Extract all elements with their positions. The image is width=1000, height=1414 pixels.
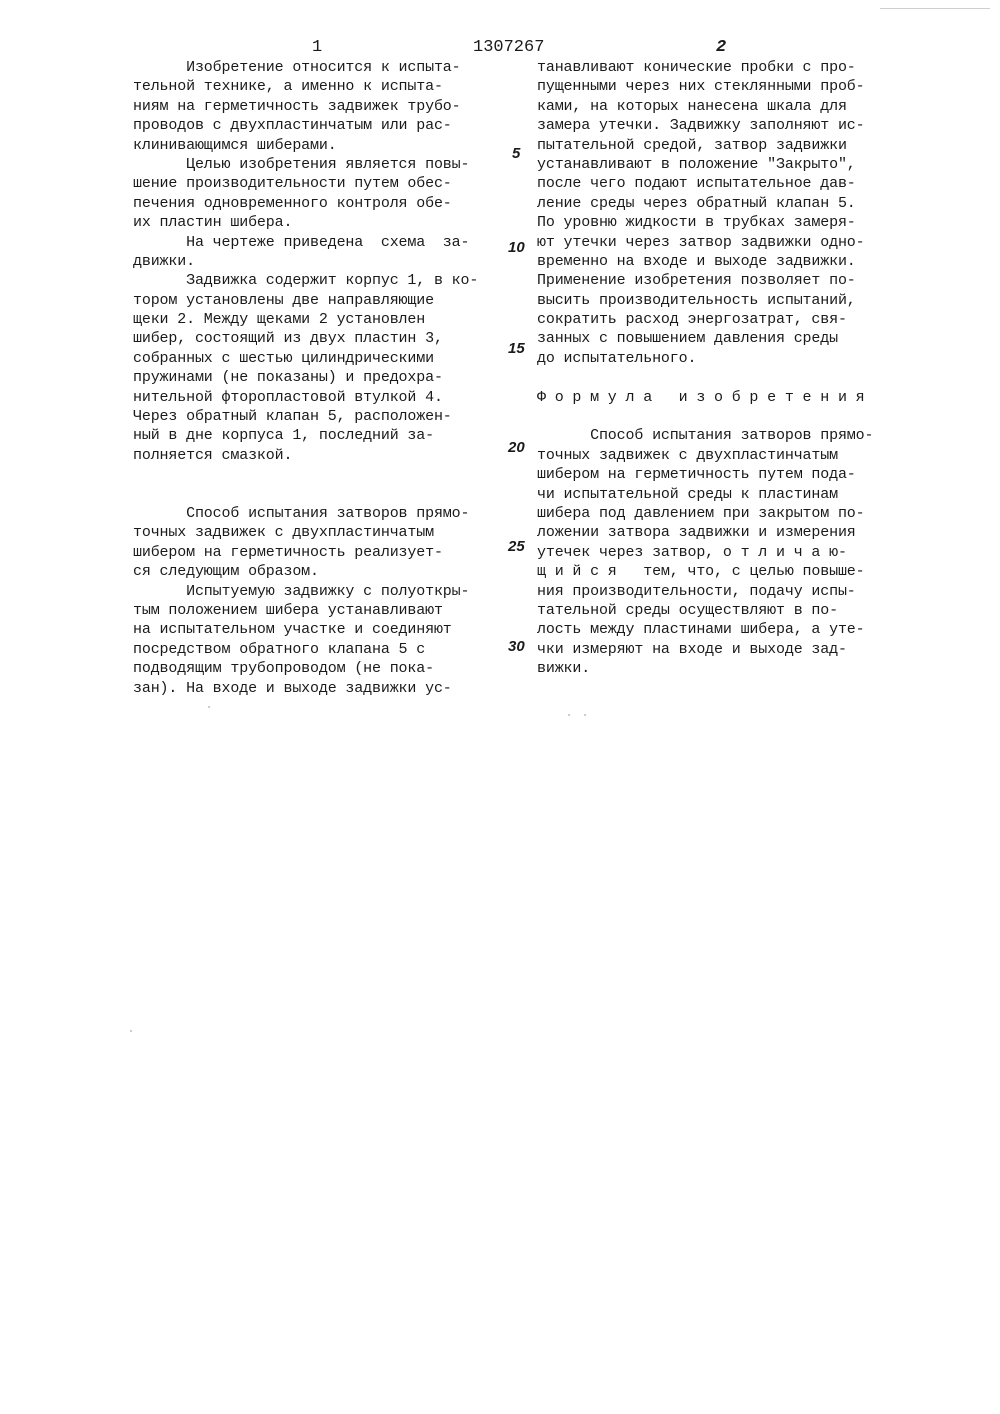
text-line: зан). На входе и выходе задвижки ус-: [133, 679, 452, 697]
text-line: Ф о р м у л а и з о б р е т е н и я: [537, 388, 865, 406]
text-line: шибером на герметичность путем пода-: [537, 466, 856, 484]
text-line: [537, 368, 909, 387]
page-number-left: 1: [312, 38, 323, 57]
text-line: пытательной средой, затвор задвижки: [537, 136, 847, 154]
page-number-right: 2: [716, 38, 727, 57]
text-line: ление среды через обратный клапан 5.: [537, 194, 856, 212]
text-line: утечек через затвор, о т л и ч а ю-: [537, 543, 847, 561]
scan-speck: [584, 714, 586, 716]
text-line: собранных с шестью цилиндрическими: [133, 349, 434, 367]
text-line: ный в дне корпуса 1, последний за-: [133, 427, 434, 445]
text-line: шибер, состоящий из двух пластин 3,: [133, 330, 443, 348]
text-line: чи испытательной среды к пластинам: [537, 485, 838, 503]
text-line: лость между пластинами шибера, а уте-: [537, 621, 865, 639]
line-number-15: 15: [508, 340, 525, 357]
text-line: Применение изобретения позволяет по-: [537, 272, 856, 290]
text-line: пружинами (не показаны) и предохра-: [133, 369, 443, 387]
scan-speck: [130, 1030, 132, 1032]
text-line: вижки.: [537, 660, 591, 678]
text-line: тельной технике, а именно к испыта-: [133, 78, 443, 96]
text-line: Задвижка содержит корпус 1, в ко-: [133, 272, 479, 290]
text-line: пущенными через них стеклянными проб-: [537, 78, 865, 96]
text-line: тым положением шибера устанавливают: [133, 601, 443, 619]
text-line: Способ испытания затворов прямо-: [537, 427, 874, 445]
text-line: проводов с двухпластинчатым или рас-: [133, 117, 452, 135]
text-line: танавливают конические пробки с про-: [537, 59, 856, 76]
line-number-10: 10: [508, 239, 525, 256]
text-line: шибером на герметичность реализует-: [133, 543, 443, 561]
text-line: тором установлены две направляющие: [133, 291, 434, 309]
text-line: шибера под давлением при закрытом по-: [537, 504, 865, 522]
text-line: замера утечки. Задвижку заполняют ис-: [537, 117, 865, 135]
left-column: [133, 58, 503, 698]
text-line: сократить расход энергозатрат, свя-: [537, 311, 847, 329]
text-line: нительной фторопластовой втулкой 4.: [133, 388, 443, 406]
text-line: посредством обратного клапана 5 с: [133, 640, 426, 658]
text-line: Целью изобретения является повы-: [133, 155, 470, 173]
text-line: щ и й с я тем, что, с целью повыше-: [537, 563, 865, 581]
line-number-25: 25: [508, 538, 525, 555]
scan-speck: [568, 714, 570, 716]
text-line: ками, на которых нанесена шкала для: [537, 97, 847, 115]
text-line: высить производительность испытаний,: [537, 291, 856, 309]
text-line: до испытательного.: [537, 349, 697, 367]
text-line: устанавливают в положение "Закрыто",: [537, 155, 856, 173]
text-line: [537, 407, 909, 426]
text-line: чки измеряют на входе и выходе зад-: [537, 640, 847, 658]
text-line: ния производительности, подачу испы-: [537, 582, 856, 600]
text-line: после чего подают испытательное дав-: [537, 175, 856, 193]
text-line: ложении затвора задвижки и измерения: [537, 524, 856, 542]
line-number-5: 5: [512, 145, 521, 162]
text-line: Изобретение относится к испыта-: [133, 59, 461, 76]
text-line: щеки 2. Между щеками 2 установлен: [133, 311, 426, 329]
text-line: ниям на герметичность задвижек трубо-: [133, 97, 461, 115]
line-number-30: 30: [508, 638, 525, 655]
text-line: временно на входе и выходе задвижки.: [537, 252, 856, 270]
text-line: ют утечки через затвор задвижки одно-: [537, 233, 865, 251]
text-line: полняется смазкой.: [133, 446, 293, 464]
text-line: [133, 485, 503, 504]
text-line: занных с повышением давления среды: [537, 330, 838, 348]
text-line: точных задвижек с двухпластинчатым: [133, 524, 434, 542]
text-line: движки.: [133, 252, 195, 270]
text-line: На чертеже приведена схема за-: [133, 233, 470, 251]
text-line: ся следующим образом.: [133, 563, 319, 581]
scan-artifact-line: [880, 8, 990, 9]
text-line: печения одновременного контроля обе-: [133, 194, 452, 212]
text-line: Испытуемую задвижку с полуоткры-: [133, 582, 470, 600]
text-line: подводящим трубопроводом (не пока-: [133, 660, 434, 678]
text-line: их пластин шибера.: [133, 214, 293, 232]
text-line: на испытательном участке и соединяют: [133, 621, 452, 639]
document-number: 1307267: [473, 38, 545, 57]
text-line: Через обратный клапан 5, расположен-: [133, 408, 452, 426]
text-line: шение производительности путем обес-: [133, 175, 452, 193]
text-line: точных задвижек с двухпластинчатым: [537, 446, 838, 464]
text-line: тательной среды осуществляют в по-: [537, 601, 838, 619]
text-line: клинивающимся шиберами.: [133, 136, 337, 154]
scan-speck: [208, 706, 210, 708]
text-line: [133, 465, 503, 484]
line-number-20: 20: [508, 439, 525, 456]
text-line: По уровню жидкости в трубках замеря-: [537, 214, 856, 232]
text-line: Способ испытания затворов прямо-: [133, 504, 470, 522]
right-column: [537, 58, 909, 679]
